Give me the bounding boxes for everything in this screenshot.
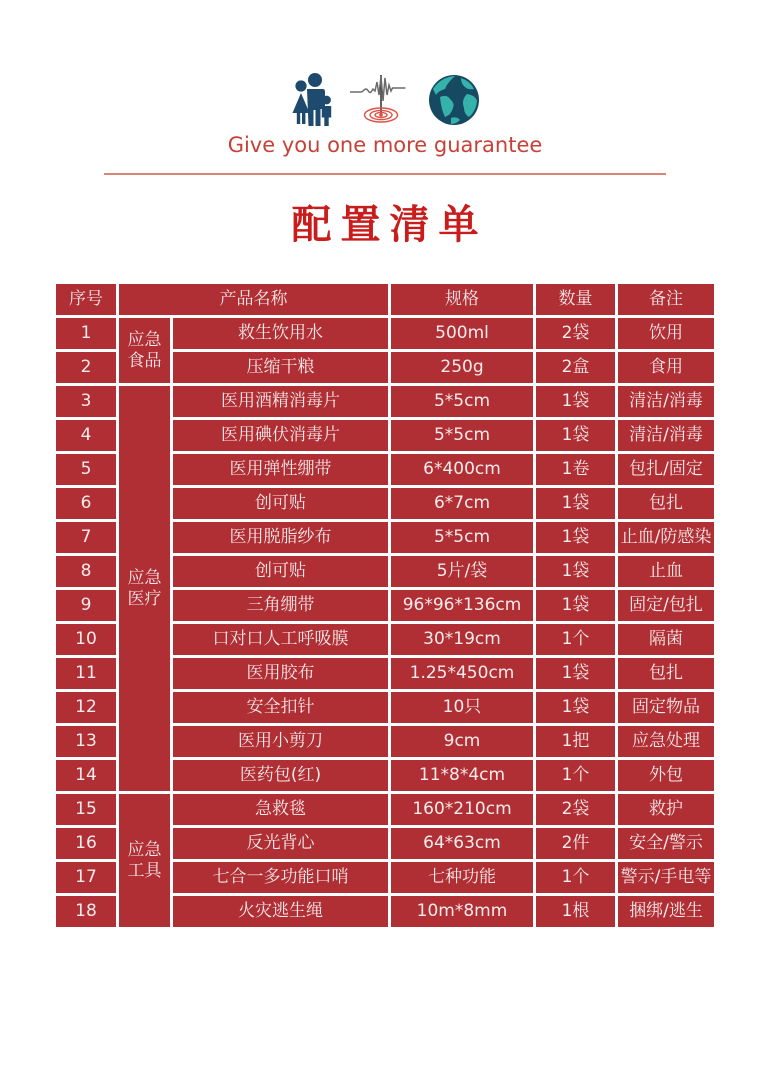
cell-serial: 3 (55, 385, 118, 419)
cell-qty: 1根 (535, 895, 617, 929)
cell-spec: 5*5cm (390, 385, 535, 419)
cell-qty: 2件 (535, 827, 617, 861)
cell-qty: 1个 (535, 861, 617, 895)
globe-icon (428, 74, 480, 126)
cell-qty: 1把 (535, 725, 617, 759)
cell-qty: 1袋 (535, 385, 617, 419)
table-row (55, 385, 716, 419)
cell-note: 外包 (617, 759, 716, 793)
cell-note: 救护 (617, 793, 716, 827)
cell-qty: 1袋 (535, 555, 617, 589)
cell-category: 应急工具 (118, 793, 172, 929)
cell-serial: 12 (55, 691, 118, 725)
cell-product: 救生饮用水 (172, 317, 390, 351)
cell-note: 捆绑/逃生 (617, 895, 716, 929)
slogan-text: Give you one more guarantee (227, 133, 543, 157)
cell-product: 急救毯 (172, 793, 390, 827)
cell-note: 隔菌 (617, 623, 716, 657)
header-serial: 序号 (55, 283, 118, 317)
header-product: 产品名称 (118, 283, 390, 317)
table-header-row (55, 283, 716, 317)
cell-serial: 11 (55, 657, 118, 691)
cell-qty: 1袋 (535, 419, 617, 453)
table-head (55, 283, 716, 317)
cell-qty: 1卷 (535, 453, 617, 487)
cell-product: 医用碘伏消毒片 (172, 419, 390, 453)
cell-spec: 6*400cm (390, 453, 535, 487)
cell-spec: 10只 (390, 691, 535, 725)
cell-product: 创可贴 (172, 487, 390, 521)
page-title: 配置清单 (291, 202, 488, 248)
cell-qty: 1个 (535, 759, 617, 793)
cell-serial: 16 (55, 827, 118, 861)
config-table (53, 281, 717, 930)
cell-note: 止血 (617, 555, 716, 589)
cell-product: 医用小剪刀 (172, 725, 390, 759)
cell-note: 警示/手电等 (617, 861, 716, 895)
cell-qty: 2盒 (535, 351, 617, 385)
cell-serial: 17 (55, 861, 118, 895)
cell-product: 口对口人工呼吸膜 (172, 623, 390, 657)
cell-spec: 10m*8mm (390, 895, 535, 929)
cell-spec: 11*8*4cm (390, 759, 535, 793)
cell-serial: 1 (55, 317, 118, 351)
table-body (55, 317, 716, 929)
cell-note: 清洁/消毒 (617, 419, 716, 453)
cell-product: 医用弹性绷带 (172, 453, 390, 487)
cell-product: 压缩干粮 (172, 351, 390, 385)
cell-serial: 8 (55, 555, 118, 589)
cell-spec: 96*96*136cm (390, 589, 535, 623)
cell-note: 止血/防感染 (617, 521, 716, 555)
brand-icons (0, 66, 770, 126)
cell-product: 反光背心 (172, 827, 390, 861)
cell-qty: 2袋 (535, 793, 617, 827)
cell-spec: 5片/袋 (390, 555, 535, 589)
family-icon (290, 72, 334, 126)
cell-category: 应急医疗 (118, 385, 172, 793)
cell-spec: 64*63cm (390, 827, 535, 861)
cell-spec: 七种功能 (390, 861, 535, 895)
cell-serial: 18 (55, 895, 118, 929)
cell-category: 应急食品 (118, 317, 172, 385)
cell-product: 安全扣针 (172, 691, 390, 725)
cell-note: 固定/包扎 (617, 589, 716, 623)
cell-product: 医用胶布 (172, 657, 390, 691)
cell-spec: 250g (390, 351, 535, 385)
cell-spec: 500ml (390, 317, 535, 351)
cell-spec: 5*5cm (390, 419, 535, 453)
cell-product: 三角绷带 (172, 589, 390, 623)
cell-product: 火灾逃生绳 (172, 895, 390, 929)
cell-serial: 5 (55, 453, 118, 487)
cell-serial: 10 (55, 623, 118, 657)
cell-qty: 1袋 (535, 589, 617, 623)
cell-serial: 15 (55, 793, 118, 827)
cell-spec: 30*19cm (390, 623, 535, 657)
cell-serial: 7 (55, 521, 118, 555)
cell-note: 清洁/消毒 (617, 385, 716, 419)
cell-spec: 1.25*450cm (390, 657, 535, 691)
cell-serial: 4 (55, 419, 118, 453)
cell-spec: 5*5cm (390, 521, 535, 555)
cell-serial: 13 (55, 725, 118, 759)
brand-header (0, 0, 770, 175)
cell-serial: 2 (55, 351, 118, 385)
cell-qty: 1袋 (535, 521, 617, 555)
cell-note: 固定物品 (617, 691, 716, 725)
header-spec: 规格 (390, 283, 535, 317)
cell-serial: 14 (55, 759, 118, 793)
seismograph-icon (348, 70, 414, 126)
cell-product: 创可贴 (172, 555, 390, 589)
cell-product: 医用酒精消毒片 (172, 385, 390, 419)
cell-note: 应急处理 (617, 725, 716, 759)
cell-serial: 6 (55, 487, 118, 521)
cell-qty: 2袋 (535, 317, 617, 351)
cell-note: 包扎 (617, 657, 716, 691)
table-row (55, 317, 716, 351)
header-divider (104, 173, 666, 175)
cell-qty: 1袋 (535, 487, 617, 521)
cell-qty: 1袋 (535, 691, 617, 725)
cell-spec: 6*7cm (390, 487, 535, 521)
cell-product: 医用脱脂纱布 (172, 521, 390, 555)
cell-product: 七合一多功能口哨 (172, 861, 390, 895)
header-qty: 数量 (535, 283, 617, 317)
cell-product: 医药包(红) (172, 759, 390, 793)
cell-note: 包扎 (617, 487, 716, 521)
cell-note: 食用 (617, 351, 716, 385)
cell-spec: 9cm (390, 725, 535, 759)
cell-qty: 1袋 (535, 657, 617, 691)
cell-note: 饮用 (617, 317, 716, 351)
table-row (55, 793, 716, 827)
cell-serial: 9 (55, 589, 118, 623)
cell-spec: 160*210cm (390, 793, 535, 827)
header-note: 备注 (617, 283, 716, 317)
cell-note: 安全/警示 (617, 827, 716, 861)
cell-note: 包扎/固定 (617, 453, 716, 487)
cell-qty: 1个 (535, 623, 617, 657)
